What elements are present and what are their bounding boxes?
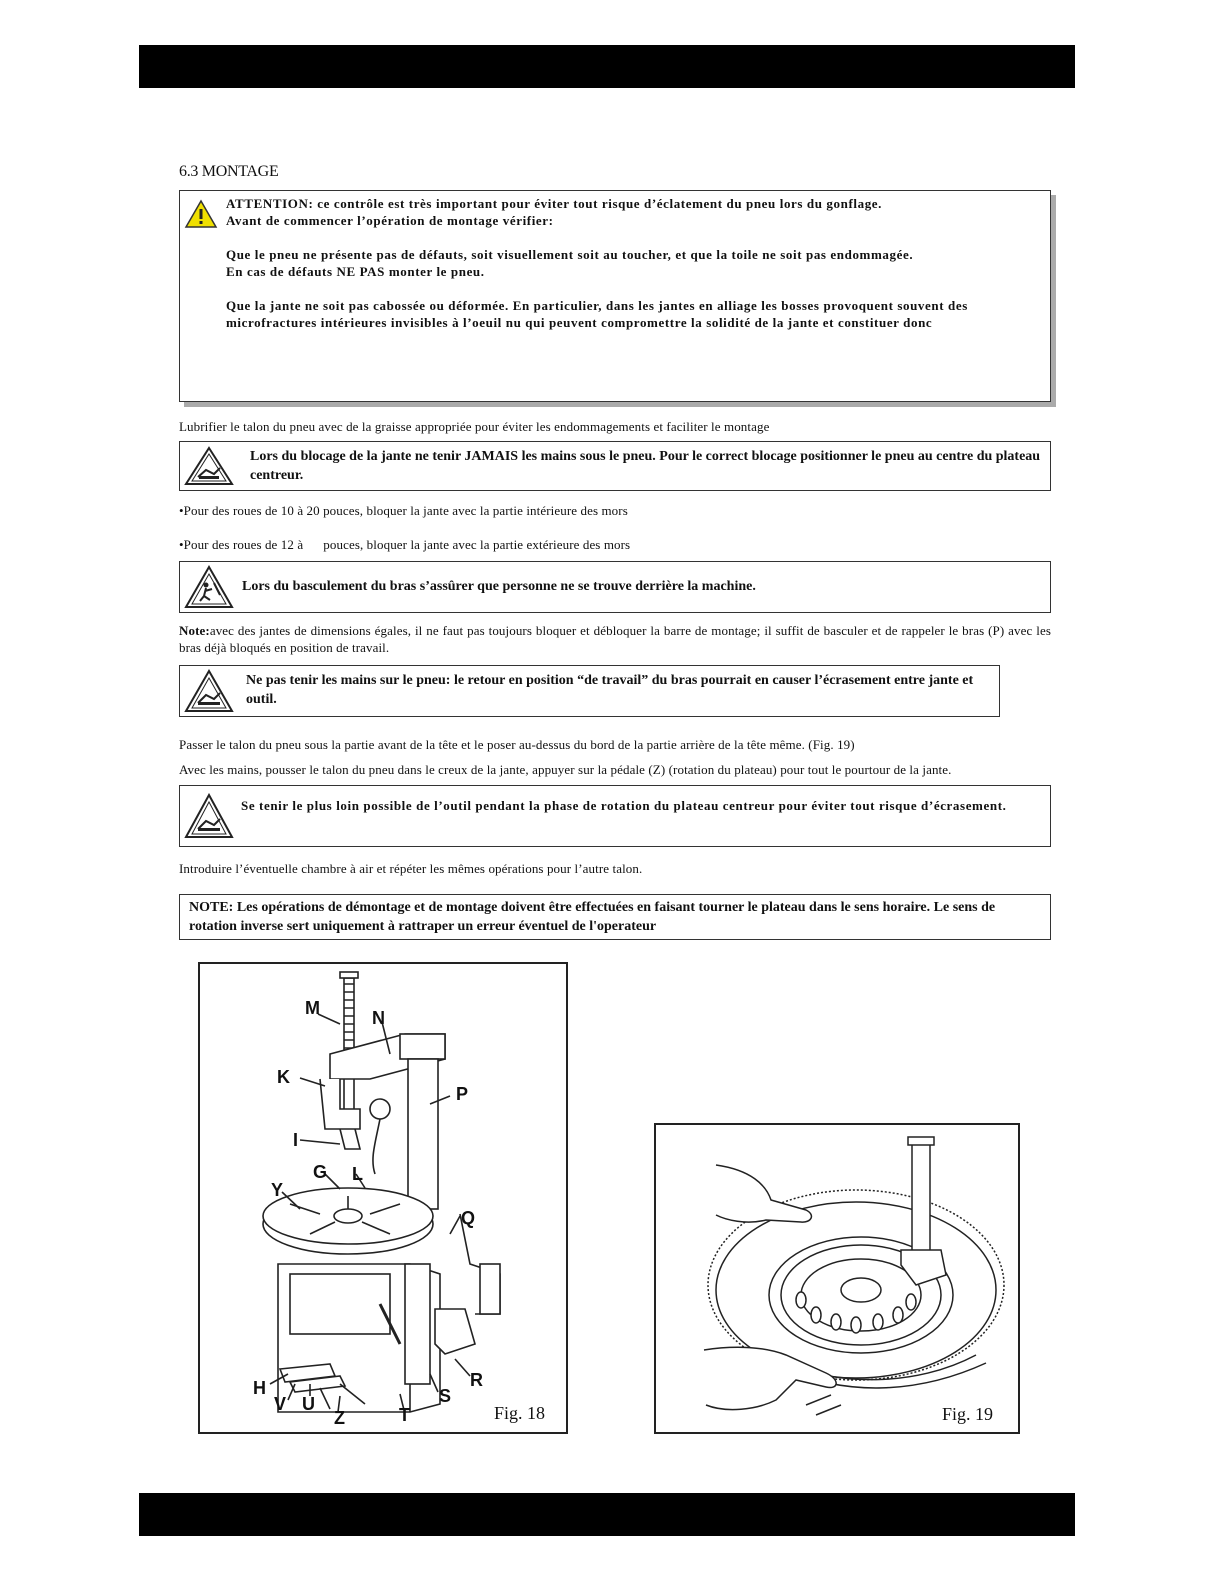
warning-blocage-text: Lors du blocage de la jante ne tenir JAMAIS les mains sous le pneu. Pour le correct blocage positionner le pneu au centre du plateau centreur. — [250, 449, 1041, 483]
hand-crush-warning-icon — [184, 793, 234, 839]
warning-box-basculement — [179, 561, 1051, 613]
label-S: S — [439, 1386, 452, 1406]
label-K: K — [277, 1067, 290, 1087]
attention-line-6: microfractures intérieures invisibles à l’oeuil nu qui peuvent compromettre la solidité de la jante et constituer donc — [226, 315, 933, 330]
person-hazard-warning-icon — [184, 565, 234, 609]
label-N: N — [372, 1008, 385, 1028]
hand-crush-warning-icon — [184, 446, 234, 486]
label-T: T — [399, 1405, 410, 1425]
label-H: H — [253, 1378, 266, 1398]
bullet-10-20: •Pour des roues de 10 à 20 pouces, bloquer la jante avec la partie intérieure des mors — [179, 503, 628, 518]
figure-18 — [198, 962, 568, 1434]
label-Q: Q — [461, 1208, 476, 1228]
label-I: I — [293, 1130, 299, 1150]
warning-box-outil — [179, 785, 1051, 847]
header-bar — [139, 45, 1075, 88]
note-box — [179, 894, 1051, 940]
warning-box-blocage — [179, 441, 1051, 491]
warning-basculement-text: Lors du basculement du bras s’assûrer que personne ne se trouve derrière la machine. — [242, 579, 756, 594]
label-L: L — [352, 1164, 363, 1184]
section-title: 6.3 MONTAGE — [179, 163, 279, 180]
label-M: M — [305, 998, 320, 1018]
warning-box-mains — [179, 665, 1000, 717]
label-G: G — [313, 1162, 328, 1182]
footer-bar — [139, 1493, 1075, 1536]
figure-18-caption: Fig. 18 — [494, 1403, 546, 1423]
label-R: R — [470, 1370, 483, 1390]
paragraph-avec: Avec les mains, pousser le talon du pneu dans le creux de la jante, appuyer sur la pédale (Z) (rotation du plateau) pour tout le pourtour de la jante. — [179, 762, 952, 777]
figure-19 — [654, 1123, 1020, 1434]
warning-mains-text: Ne pas tenir les mains sur le pneu: le retour en position “de travail” du bras pourrait en causer l’écrasement entre jante et outil. — [246, 673, 974, 707]
attention-line-5: Que la jante ne soit pas cabossée ou déformée. En particulier, dans les jantes en alliage les bosses provoquent souvent des — [226, 298, 968, 313]
label-P: P — [456, 1084, 469, 1104]
warning-icon — [184, 199, 218, 229]
attention-line-1: ATTENTION: ce contrôle est très important pour éviter tout risque d’éclatement du pneu lors du gonflage. — [226, 196, 883, 211]
paragraph-introduire: Introduire l’éventuelle chambre à air et répéter les mêmes opérations pour l’autre talon. — [179, 861, 643, 876]
figure-19-caption: Fig. 19 — [942, 1404, 994, 1424]
tyre-mounting-hands-drawing — [656, 1125, 1018, 1432]
paragraph-passer: Passer le talon du pneu sous la partie avant de la tête et le poser au-dessus du bord de la partie arrière de la tête même. (Fig. 19) — [179, 737, 855, 752]
label-U: U — [302, 1394, 315, 1414]
attention-line-4: En cas de défauts NE PAS monter le pneu. — [226, 264, 485, 279]
bullet-12: •Pour des roues de 12 à pouces, bloquer la jante avec la partie extérieure des mors — [179, 537, 631, 552]
label-V: V — [274, 1394, 287, 1414]
warning-outil-text: Se tenir le plus loin possible de l’outil pendant la phase de rotation du plateau centreur pour éviter tout risque d’écrasement. — [241, 798, 1007, 813]
tyre-changer-machine-drawing — [200, 964, 566, 1432]
note-label: Note: — [179, 623, 210, 638]
note-text: avec des jantes de dimensions égales, il ne faut pas toujours bloquer et débloquer la barre de montage; il suffit de basculer et de rappeler le bras (P) avec les bras déjà bloqués en position de travail. — [179, 623, 1051, 655]
hand-crush-warning-icon — [184, 669, 234, 713]
attention-line-2: Avant de commencer l’opération de montage vérifier: — [226, 213, 554, 228]
paragraph-lubrifier: Lubrifier le talon du pneu avec de la graisse appropriée pour éviter les endommagements et faciliter le montage — [179, 419, 770, 434]
attention-line-3: Que le pneu ne présente pas de défauts, soit visuellement soit au toucher, et que la toile ne soit pas endommagée. — [226, 247, 914, 262]
note-box-text: NOTE: Les opérations de démontage et de montage doivent être effectuées en faisant tourner le plateau dans le sens horaire. Le sens de rotation inverse sert uniquement à rattraper un erreur éventuel de l'operateur — [189, 900, 996, 934]
attention-box — [179, 190, 1051, 402]
label-Z: Z — [334, 1408, 345, 1428]
label-Y: Y — [271, 1180, 284, 1200]
note-paragraph — [179, 622, 1051, 656]
